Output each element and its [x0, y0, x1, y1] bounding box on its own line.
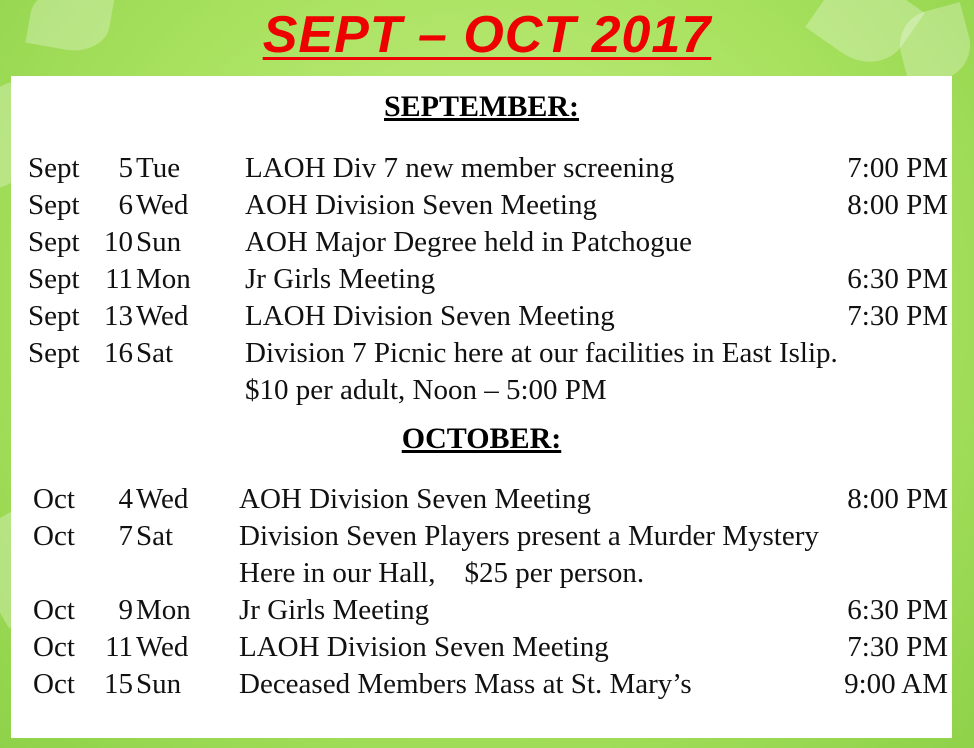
event-description: LAOH Division Seven Meeting — [245, 300, 615, 332]
event-description: AOH Division Seven Meeting — [245, 189, 597, 221]
event-weekday: Sat — [136, 337, 174, 369]
event-month: Oct — [33, 631, 75, 663]
event-month: Oct — [33, 668, 75, 700]
event-day: 10 — [104, 226, 133, 258]
event-weekday: Wed — [136, 631, 189, 663]
event-weekday: Mon — [136, 263, 191, 295]
event-time: 8:00 PM — [847, 189, 948, 221]
event-description: LAOH Division Seven Meeting — [239, 631, 609, 663]
event-weekday: Wed — [136, 189, 189, 221]
september-heading: SEPTEMBER: — [383, 90, 580, 123]
october-note-text: Here in our Hall, $25 per person. — [239, 557, 645, 589]
event-description: AOH Major Degree held in Patchogue — [245, 226, 692, 258]
event-day: 9 — [118, 594, 133, 626]
event-description: Jr Girls Meeting — [239, 594, 430, 626]
event-description: Deceased Members Mass at St. Mary’s — [239, 668, 692, 700]
event-day: 15 — [104, 668, 133, 700]
page-title: SEPT – OCT 2017 — [262, 6, 712, 64]
event-description: LAOH Div 7 new member screening — [245, 152, 675, 184]
event-day: 13 — [104, 300, 133, 332]
event-description: Division Seven Players present a Murder Mystery — [239, 520, 819, 552]
event-time: 8:00 PM — [847, 483, 948, 515]
event-month: Sept — [28, 263, 80, 295]
event-month: Oct — [33, 520, 75, 552]
schedule-panel — [11, 76, 952, 738]
event-month: Oct — [33, 594, 75, 626]
event-description: AOH Division Seven Meeting — [239, 483, 591, 515]
event-weekday: Sat — [136, 520, 174, 552]
event-time: 7:30 PM — [847, 631, 948, 663]
event-weekday: Wed — [136, 300, 189, 332]
event-month: Sept — [28, 337, 80, 369]
event-day: 11 — [105, 631, 133, 663]
event-day: 5 — [118, 152, 133, 184]
event-time: 6:30 PM — [847, 594, 948, 626]
event-weekday: Tue — [136, 152, 181, 184]
event-weekday: Sun — [136, 668, 182, 700]
event-day: 11 — [105, 263, 133, 295]
october-heading: OCTOBER: — [401, 422, 562, 455]
event-description: Jr Girls Meeting — [245, 263, 436, 295]
event-weekday: Wed — [136, 483, 189, 515]
event-weekday: Sun — [136, 226, 182, 258]
event-weekday: Mon — [136, 594, 191, 626]
event-day: 7 — [118, 520, 133, 552]
event-time: 7:30 PM — [847, 300, 948, 332]
event-time: 6:30 PM — [847, 263, 948, 295]
event-description: Division 7 Picnic here at our facilities in East Islip. — [245, 337, 838, 369]
september-note: $10 per adult, Noon – 5:00 PM — [245, 374, 607, 406]
event-day: 4 — [118, 483, 133, 515]
event-day: 6 — [118, 189, 133, 221]
event-month: Sept — [28, 152, 80, 184]
event-month: Sept — [28, 189, 80, 221]
event-month: Sept — [28, 300, 80, 332]
event-day: 16 — [104, 337, 133, 369]
october-note — [239, 555, 644, 591]
event-time: 9:00 AM — [844, 668, 948, 700]
event-time: 7:00 PM — [847, 152, 948, 184]
event-month: Oct — [33, 483, 75, 515]
event-month: Sept — [28, 226, 80, 258]
